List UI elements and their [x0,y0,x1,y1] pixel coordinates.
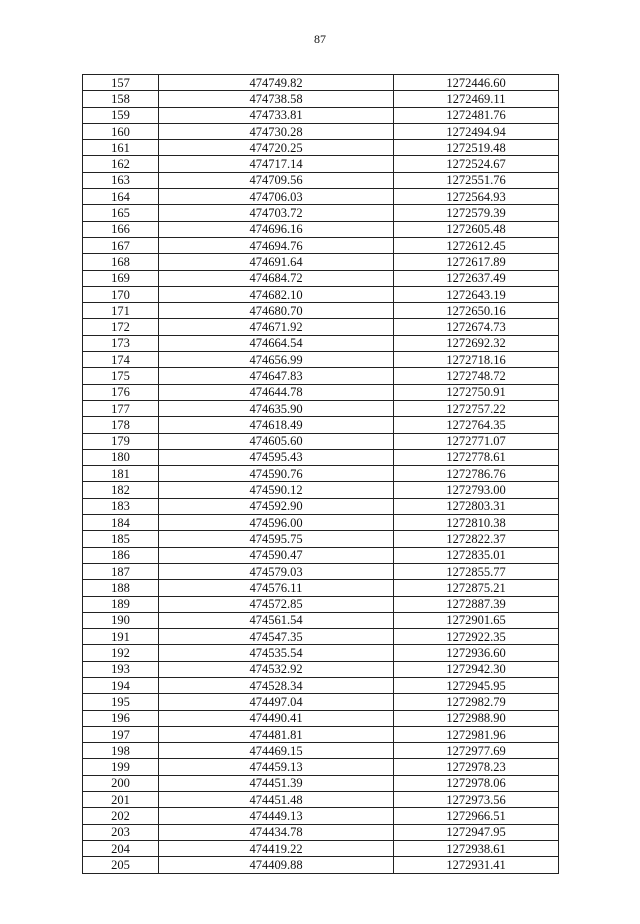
table-row [83,189,559,205]
x-coordinate-cell: 474449.13 [159,808,394,824]
point-number-cell: 176 [83,384,159,400]
x-coordinate-cell: 474733.81 [159,107,394,123]
y-coordinate-cell: 1272887.39 [394,596,559,612]
x-coordinate-cell: 474596.00 [159,515,394,531]
y-coordinate-cell: 1272822.37 [394,531,559,547]
table-row [83,466,559,482]
point-number-cell: 189 [83,596,159,612]
table-row [83,384,559,400]
x-coordinate-cell: 474682.10 [159,286,394,302]
table-row [83,580,559,596]
table-row [83,172,559,188]
x-coordinate-cell: 474694.76 [159,237,394,253]
point-number-cell: 169 [83,270,159,286]
x-coordinate-cell: 474730.28 [159,123,394,139]
table-row [83,400,559,416]
point-number-cell: 188 [83,580,159,596]
point-number-cell: 164 [83,189,159,205]
x-coordinate-cell: 474680.70 [159,303,394,319]
point-number-cell: 199 [83,759,159,775]
table-row [83,368,559,384]
point-number-cell: 195 [83,694,159,710]
point-number-cell: 205 [83,857,159,873]
y-coordinate-cell: 1272446.60 [394,75,559,91]
x-coordinate-cell: 474691.64 [159,254,394,270]
x-coordinate-cell: 474656.99 [159,352,394,368]
table-row [83,335,559,351]
x-coordinate-cell: 474738.58 [159,91,394,107]
y-coordinate-cell: 1272938.61 [394,840,559,856]
x-coordinate-cell: 474451.39 [159,775,394,791]
page-number: 87 [314,32,326,46]
x-coordinate-cell: 474595.75 [159,531,394,547]
point-number-cell: 177 [83,400,159,416]
table-row [83,743,559,759]
table-row [83,759,559,775]
point-number-cell: 204 [83,840,159,856]
table-row [83,91,559,107]
y-coordinate-cell: 1272786.76 [394,466,559,482]
y-coordinate-cell: 1272481.76 [394,107,559,123]
x-coordinate-cell: 474592.90 [159,498,394,514]
coordinates-table [82,74,559,874]
y-coordinate-cell: 1272966.51 [394,808,559,824]
point-number-cell: 163 [83,172,159,188]
point-number-cell: 157 [83,75,159,91]
point-number-cell: 161 [83,140,159,156]
y-coordinate-cell: 1272922.35 [394,629,559,645]
table-row [83,629,559,645]
table-row [83,286,559,302]
x-coordinate-cell: 474451.48 [159,792,394,808]
x-coordinate-cell: 474717.14 [159,156,394,172]
y-coordinate-cell: 1272835.01 [394,547,559,563]
x-coordinate-cell: 474595.43 [159,449,394,465]
x-coordinate-cell: 474459.13 [159,759,394,775]
x-coordinate-cell: 474749.82 [159,75,394,91]
point-number-cell: 167 [83,237,159,253]
x-coordinate-cell: 474703.72 [159,205,394,221]
x-coordinate-cell: 474706.03 [159,189,394,205]
table-row [83,824,559,840]
point-number-cell: 180 [83,449,159,465]
point-number-cell: 168 [83,254,159,270]
y-coordinate-cell: 1272551.76 [394,172,559,188]
y-coordinate-cell: 1272494.94 [394,123,559,139]
table-row [83,677,559,693]
point-number-cell: 171 [83,303,159,319]
y-coordinate-cell: 1272605.48 [394,221,559,237]
table-row [83,107,559,123]
x-coordinate-cell: 474644.78 [159,384,394,400]
y-coordinate-cell: 1272810.38 [394,515,559,531]
table-row [83,726,559,742]
table-row [83,254,559,270]
table-row [83,482,559,498]
point-number-cell: 202 [83,808,159,824]
point-number-cell: 197 [83,726,159,742]
point-number-cell: 172 [83,319,159,335]
point-number-cell: 170 [83,286,159,302]
point-number-cell: 201 [83,792,159,808]
point-number-cell: 192 [83,645,159,661]
x-coordinate-cell: 474684.72 [159,270,394,286]
x-coordinate-cell: 474590.12 [159,482,394,498]
x-coordinate-cell: 474671.92 [159,319,394,335]
y-coordinate-cell: 1272643.19 [394,286,559,302]
y-coordinate-cell: 1272936.60 [394,645,559,661]
table-row [83,449,559,465]
point-number-cell: 190 [83,612,159,628]
point-number-cell: 182 [83,482,159,498]
table-row [83,563,559,579]
point-number-cell: 158 [83,91,159,107]
y-coordinate-cell: 1272750.91 [394,384,559,400]
table-row [83,319,559,335]
x-coordinate-cell: 474561.54 [159,612,394,628]
table-row [83,515,559,531]
point-number-cell: 187 [83,563,159,579]
table-row [83,612,559,628]
x-coordinate-cell: 474434.78 [159,824,394,840]
table-row [83,352,559,368]
table-row [83,531,559,547]
y-coordinate-cell: 1272771.07 [394,433,559,449]
x-coordinate-cell: 474647.83 [159,368,394,384]
point-number-cell: 162 [83,156,159,172]
table-row [83,221,559,237]
y-coordinate-cell: 1272748.72 [394,368,559,384]
table-row [83,840,559,856]
table-row [83,547,559,563]
x-coordinate-cell: 474720.25 [159,140,394,156]
y-coordinate-cell: 1272988.90 [394,710,559,726]
point-number-cell: 174 [83,352,159,368]
y-coordinate-cell: 1272978.06 [394,775,559,791]
x-coordinate-cell: 474664.54 [159,335,394,351]
x-coordinate-cell: 474572.85 [159,596,394,612]
table-row [83,808,559,824]
y-coordinate-cell: 1272469.11 [394,91,559,107]
point-number-cell: 159 [83,107,159,123]
point-number-cell: 165 [83,205,159,221]
x-coordinate-cell: 474419.22 [159,840,394,856]
x-coordinate-cell: 474528.34 [159,677,394,693]
x-coordinate-cell: 474547.35 [159,629,394,645]
x-coordinate-cell: 474497.04 [159,694,394,710]
table-row [83,417,559,433]
y-coordinate-cell: 1272674.73 [394,319,559,335]
x-coordinate-cell: 474696.16 [159,221,394,237]
x-coordinate-cell: 474481.81 [159,726,394,742]
y-coordinate-cell: 1272764.35 [394,417,559,433]
table-row [83,596,559,612]
x-coordinate-cell: 474490.41 [159,710,394,726]
y-coordinate-cell: 1272524.67 [394,156,559,172]
x-coordinate-cell: 474409.88 [159,857,394,873]
y-coordinate-cell: 1272692.32 [394,335,559,351]
table-row [83,433,559,449]
point-number-cell: 194 [83,677,159,693]
point-number-cell: 184 [83,515,159,531]
y-coordinate-cell: 1272978.23 [394,759,559,775]
table-row [83,792,559,808]
y-coordinate-cell: 1272855.77 [394,563,559,579]
y-coordinate-cell: 1272519.48 [394,140,559,156]
point-number-cell: 198 [83,743,159,759]
x-coordinate-cell: 474605.60 [159,433,394,449]
x-coordinate-cell: 474576.11 [159,580,394,596]
table-row [83,775,559,791]
table-row [83,237,559,253]
y-coordinate-cell: 1272650.16 [394,303,559,319]
y-coordinate-cell: 1272901.65 [394,612,559,628]
y-coordinate-cell: 1272947.95 [394,824,559,840]
y-coordinate-cell: 1272793.00 [394,482,559,498]
y-coordinate-cell: 1272803.31 [394,498,559,514]
table-row [83,645,559,661]
point-number-cell: 193 [83,661,159,677]
table-row [83,75,559,91]
y-coordinate-cell: 1272977.69 [394,743,559,759]
x-coordinate-cell: 474635.90 [159,400,394,416]
y-coordinate-cell: 1272612.45 [394,237,559,253]
x-coordinate-cell: 474535.54 [159,645,394,661]
x-coordinate-cell: 474532.92 [159,661,394,677]
point-number-cell: 166 [83,221,159,237]
coordinates-table-body [83,75,559,874]
point-number-cell: 178 [83,417,159,433]
y-coordinate-cell: 1272718.16 [394,352,559,368]
y-coordinate-cell: 1272982.79 [394,694,559,710]
point-number-cell: 173 [83,335,159,351]
point-number-cell: 183 [83,498,159,514]
point-number-cell: 185 [83,531,159,547]
x-coordinate-cell: 474709.56 [159,172,394,188]
table-row [83,303,559,319]
y-coordinate-cell: 1272942.30 [394,661,559,677]
table-row [83,156,559,172]
point-number-cell: 181 [83,466,159,482]
y-coordinate-cell: 1272564.93 [394,189,559,205]
point-number-cell: 196 [83,710,159,726]
table-row [83,661,559,677]
table-row [83,123,559,139]
y-coordinate-cell: 1272875.21 [394,580,559,596]
x-coordinate-cell: 474579.03 [159,563,394,579]
point-number-cell: 175 [83,368,159,384]
table-row [83,205,559,221]
table-row [83,694,559,710]
y-coordinate-cell: 1272778.61 [394,449,559,465]
table-row [83,140,559,156]
x-coordinate-cell: 474469.15 [159,743,394,759]
y-coordinate-cell: 1272945.95 [394,677,559,693]
y-coordinate-cell: 1272637.49 [394,270,559,286]
y-coordinate-cell: 1272757.22 [394,400,559,416]
y-coordinate-cell: 1272617.89 [394,254,559,270]
y-coordinate-cell: 1272981.96 [394,726,559,742]
point-number-cell: 203 [83,824,159,840]
y-coordinate-cell: 1272931.41 [394,857,559,873]
point-number-cell: 191 [83,629,159,645]
table-row [83,498,559,514]
y-coordinate-cell: 1272973.56 [394,792,559,808]
table-row [83,270,559,286]
table-row [83,710,559,726]
x-coordinate-cell: 474590.47 [159,547,394,563]
point-number-cell: 200 [83,775,159,791]
point-number-cell: 186 [83,547,159,563]
point-number-cell: 160 [83,123,159,139]
point-number-cell: 179 [83,433,159,449]
y-coordinate-cell: 1272579.39 [394,205,559,221]
x-coordinate-cell: 474618.49 [159,417,394,433]
x-coordinate-cell: 474590.76 [159,466,394,482]
table-row [83,857,559,873]
